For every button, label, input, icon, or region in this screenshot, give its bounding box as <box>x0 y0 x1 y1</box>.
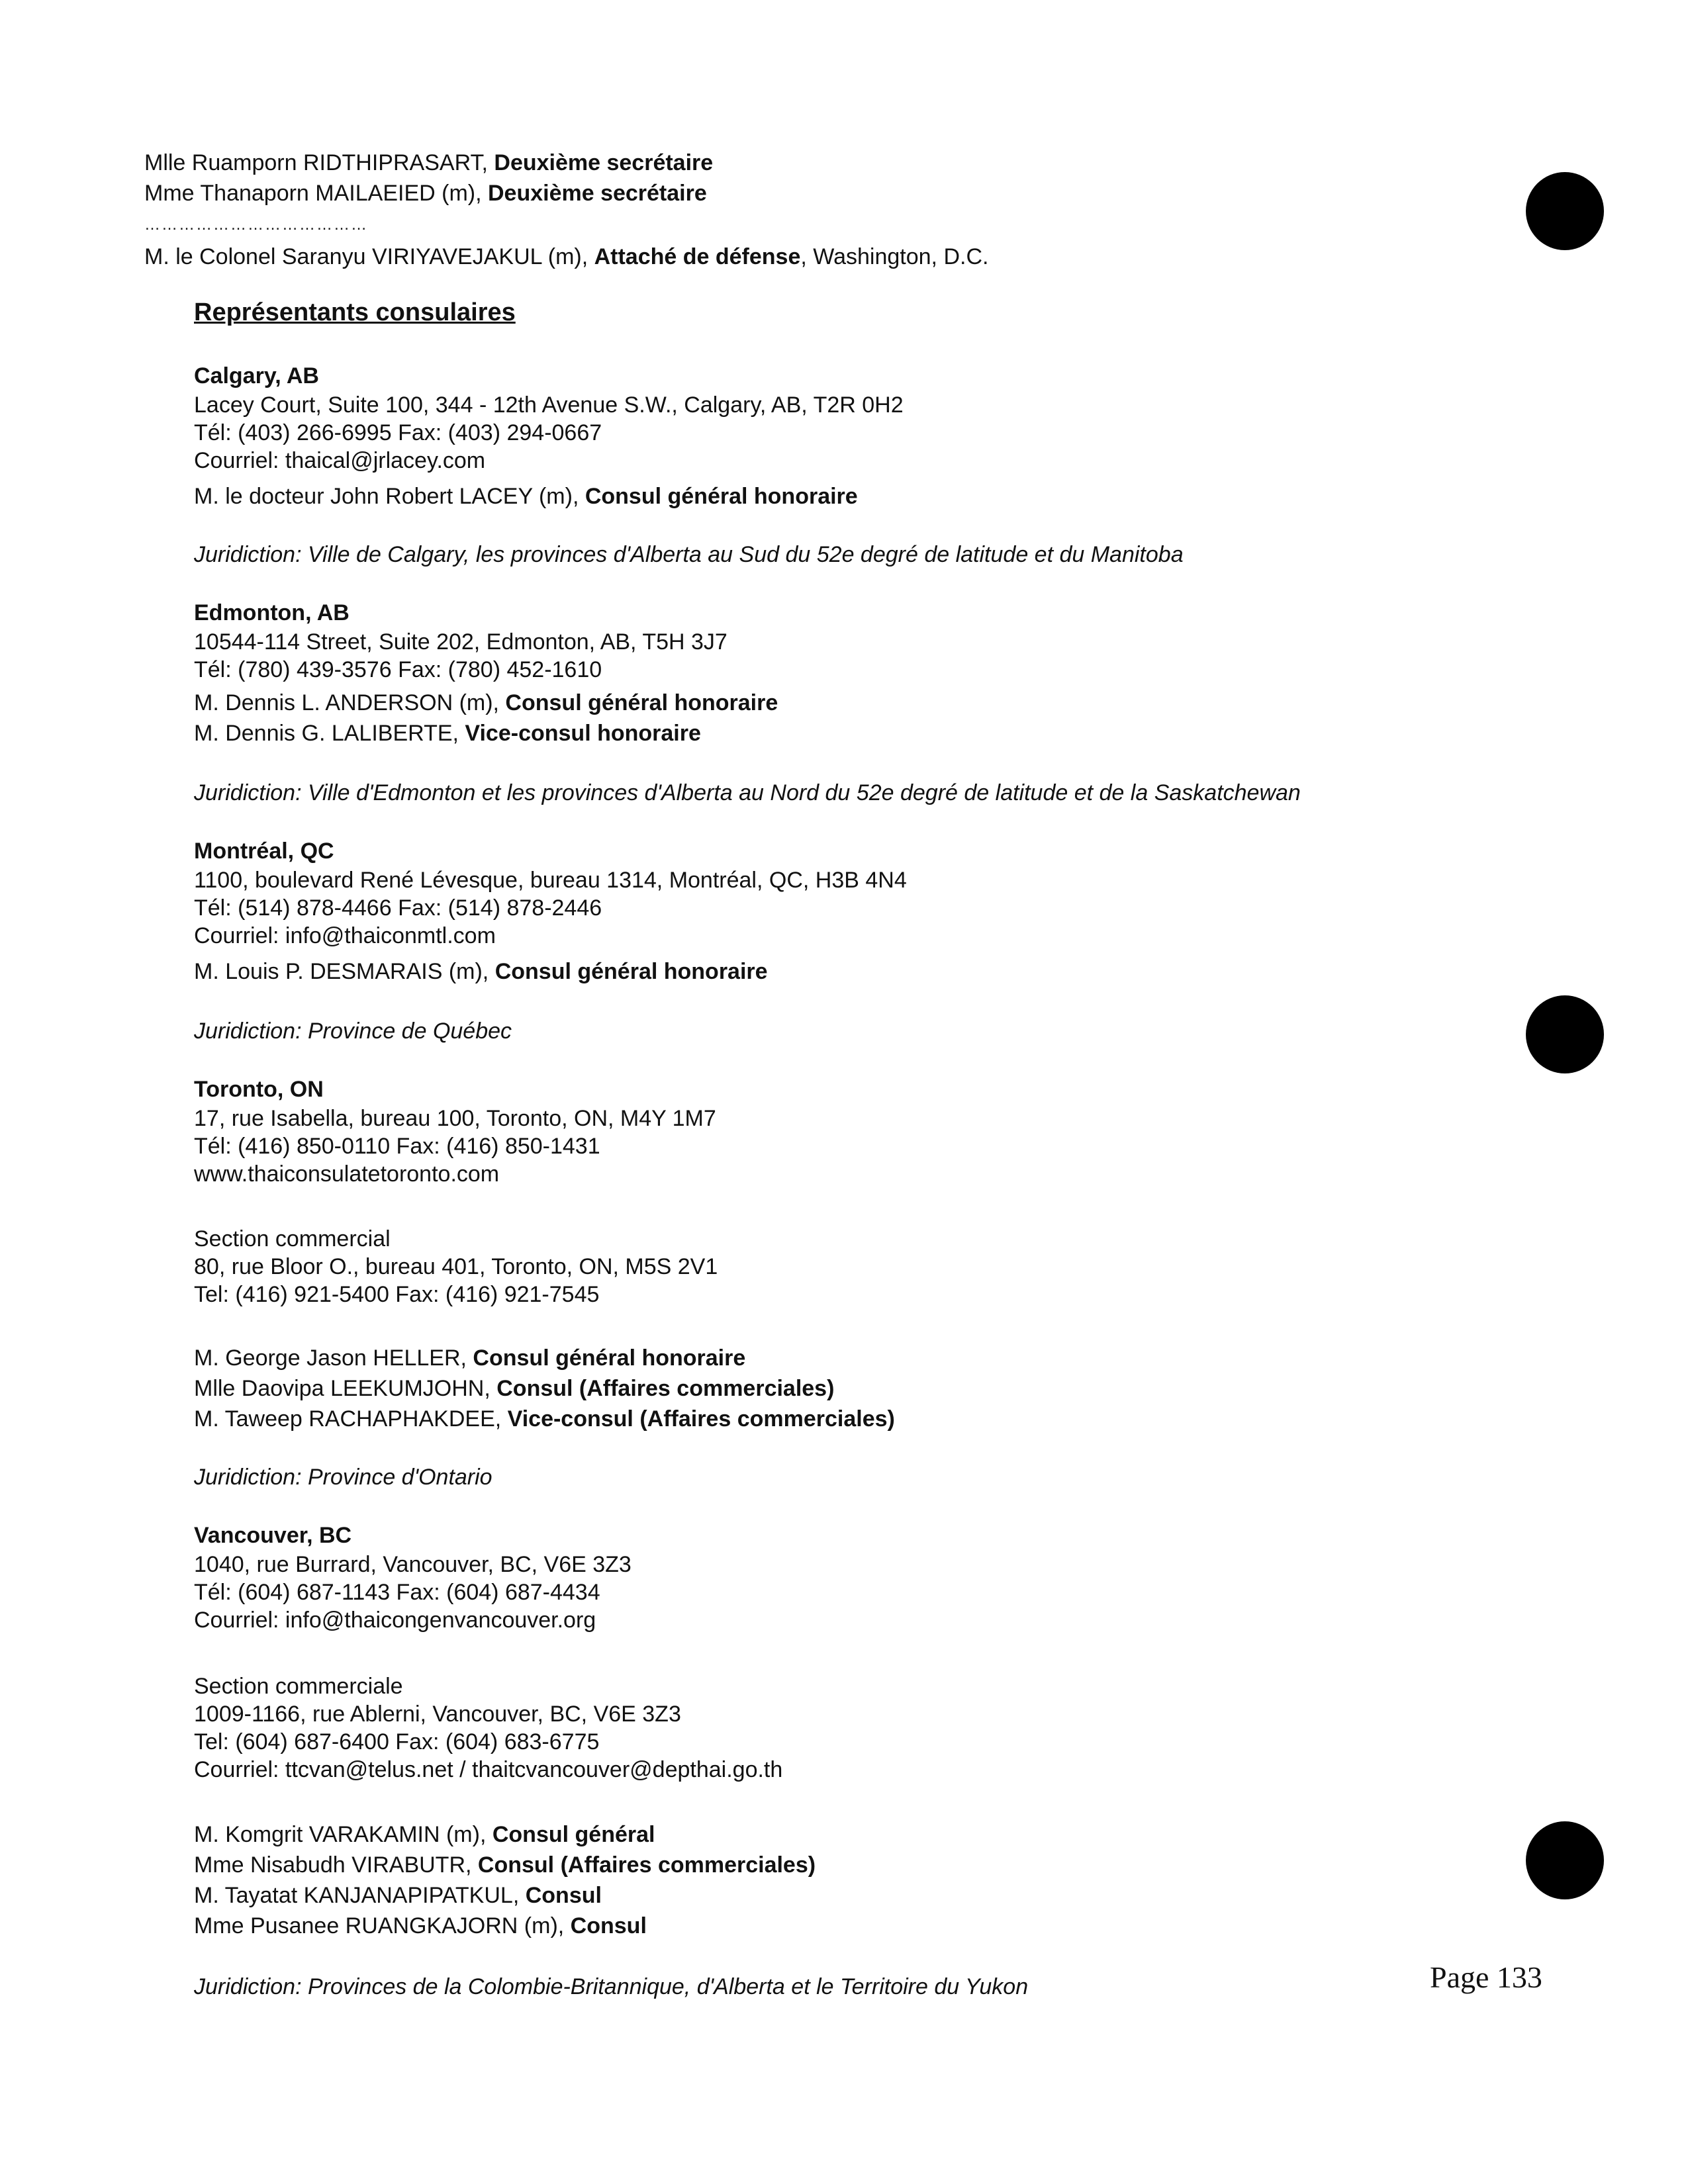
staff-line <box>194 1343 745 1373</box>
staff-line <box>194 688 778 717</box>
city-heading: Vancouver, BC <box>194 1523 352 1548</box>
address: Lacey Court, Suite 100, 344 - 12th Avenue S.W., Calgary, AB, T2R 0H2 <box>194 392 904 418</box>
staff-title: Consul général honoraire <box>473 1345 746 1371</box>
staff-title: Deuxième secrétaire <box>494 150 714 175</box>
staff-name: Mme Pusanee RUANGKAJORN (m), <box>194 1913 571 1938</box>
address: 1009-1166, rue Ablerni, Vancouver, BC, V6E 3Z3 <box>194 1702 681 1727</box>
staff-name: M. Taweep RACHAPHAKDEE, <box>194 1406 508 1432</box>
address: 80, rue Bloor O., bureau 401, Toronto, ON, M5S 2V1 <box>194 1254 718 1279</box>
jurisdiction: Juridiction: Provinces de la Colombie-Britannique, d'Alberta et le Territoire du Yukon <box>194 1974 1029 1999</box>
email: Courriel: info@thaicongenvancouver.org <box>194 1608 596 1633</box>
phone-fax: Tel: (416) 921-5400 Fax: (416) 921-7545 <box>194 1282 600 1307</box>
staff-name: M. le Colonel Saranyu VIRIYAVEJAKUL (m), <box>144 244 594 269</box>
phone-fax: Tel: (604) 687-6400 Fax: (604) 683-6775 <box>194 1729 600 1754</box>
staff-title: Consul général honoraire <box>494 959 768 984</box>
punch-hole <box>1526 172 1604 250</box>
staff-title: Consul (Affaires commerciales) <box>477 1852 816 1878</box>
staff-name: M. Louis P. DESMARAIS (m), <box>194 959 495 984</box>
staff-name: M. Dennis G. LALIBERTE, <box>194 721 465 746</box>
staff-title: Consul <box>570 1913 647 1938</box>
staff-name: M. le docteur John Robert LACEY (m), <box>194 484 585 509</box>
staff-line <box>194 957 768 986</box>
website-link[interactable]: www.thaiconsulatetoronto.com <box>194 1161 500 1187</box>
email: Courriel: ttcvan@telus.net / thaitcvancouver@depthai.go.th <box>194 1757 783 1782</box>
staff-title: Consul <box>525 1883 602 1908</box>
staff-title: Attaché de défense <box>594 244 801 269</box>
staff-line <box>194 1911 647 1940</box>
staff-title: Consul (Affaires commerciales) <box>496 1376 835 1401</box>
staff-line <box>194 482 858 511</box>
email: Courriel: info@thaiconmtl.com <box>194 923 496 948</box>
staff-name: M. Komgrit VARAKAMIN (m), <box>194 1822 492 1847</box>
staff-name: M. George Jason HELLER, <box>194 1345 473 1371</box>
city-heading: Edmonton, AB <box>194 600 350 625</box>
staff-line <box>194 1850 816 1880</box>
staff-name: Mlle Daovipa LEEKUMJOHN, <box>194 1376 497 1401</box>
punch-hole <box>1526 1821 1604 1899</box>
staff-line <box>144 242 988 271</box>
jurisdiction: Juridiction: Ville d'Edmonton et les provinces d'Alberta au Nord du 52e degré de latitude et de la Saskatchewan <box>194 780 1301 805</box>
city-heading: Montréal, QC <box>194 839 334 864</box>
staff-location: , Washington, D.C. <box>800 244 989 269</box>
staff-line <box>194 1820 655 1849</box>
staff-line <box>194 1374 834 1403</box>
page-number: Page 133 <box>1430 1960 1542 1994</box>
staff-title: Consul général honoraire <box>585 484 858 509</box>
staff-name: Mme Nisabudh VIRABUTR, <box>194 1852 478 1878</box>
staff-title: Vice-consul honoraire <box>465 721 701 746</box>
phone-fax: Tél: (403) 266-6995 Fax: (403) 294-0667 <box>194 420 602 445</box>
staff-name: Mlle Ruamporn RIDTHIPRASART, <box>144 150 494 175</box>
city-heading: Calgary, AB <box>194 363 319 388</box>
section-title: Représentants consulaires <box>194 298 516 326</box>
jurisdiction: Juridiction: Province d'Ontario <box>194 1465 492 1490</box>
staff-line <box>144 179 707 208</box>
staff-name: M. Tayatat KANJANAPIPATKUL, <box>194 1883 526 1908</box>
address: 1100, boulevard René Lévesque, bureau 1314, Montréal, QC, H3B 4N4 <box>194 868 907 893</box>
jurisdiction: Juridiction: Province de Québec <box>194 1019 512 1044</box>
staff-title: Consul général honoraire <box>505 690 778 715</box>
commercial-section-label: Section commerciale <box>194 1674 403 1699</box>
punch-hole <box>1526 995 1604 1073</box>
address: 1040, rue Burrard, Vancouver, BC, V6E 3Z3 <box>194 1552 632 1577</box>
staff-name: Mme Thanaporn MAILAEIED (m), <box>144 181 488 206</box>
phone-fax: Tél: (604) 687-1143 Fax: (604) 687-4434 <box>194 1580 600 1605</box>
phone-fax: Tél: (416) 850-0110 Fax: (416) 850-1431 <box>194 1134 600 1159</box>
staff-title: Vice-consul (Affaires commerciales) <box>507 1406 895 1432</box>
address: 10544-114 Street, Suite 202, Edmonton, AB, T5H 3J7 <box>194 629 727 655</box>
staff-title: Deuxième secrétaire <box>487 181 707 206</box>
jurisdiction: Juridiction: Ville de Calgary, les provinces d'Alberta au Sud du 52e degré de latitude et du Manitoba <box>194 542 1184 567</box>
phone-fax: Tél: (780) 439-3576 Fax: (780) 452-1610 <box>194 657 602 682</box>
phone-fax: Tél: (514) 878-4466 Fax: (514) 878-2446 <box>194 895 602 921</box>
staff-line <box>144 148 713 177</box>
dotted-separator: ………………………………… <box>144 216 368 234</box>
address: 17, rue Isabella, bureau 100, Toronto, ON, M4Y 1M7 <box>194 1106 716 1131</box>
staff-line <box>194 719 701 748</box>
staff-title: Consul général <box>492 1822 655 1847</box>
email: Courriel: thaical@jrlacey.com <box>194 448 486 473</box>
city-heading: Toronto, ON <box>194 1077 324 1102</box>
commercial-section-label: Section commercial <box>194 1226 391 1251</box>
staff-line <box>194 1404 895 1433</box>
staff-name: M. Dennis L. ANDERSON (m), <box>194 690 506 715</box>
staff-line <box>194 1881 602 1910</box>
